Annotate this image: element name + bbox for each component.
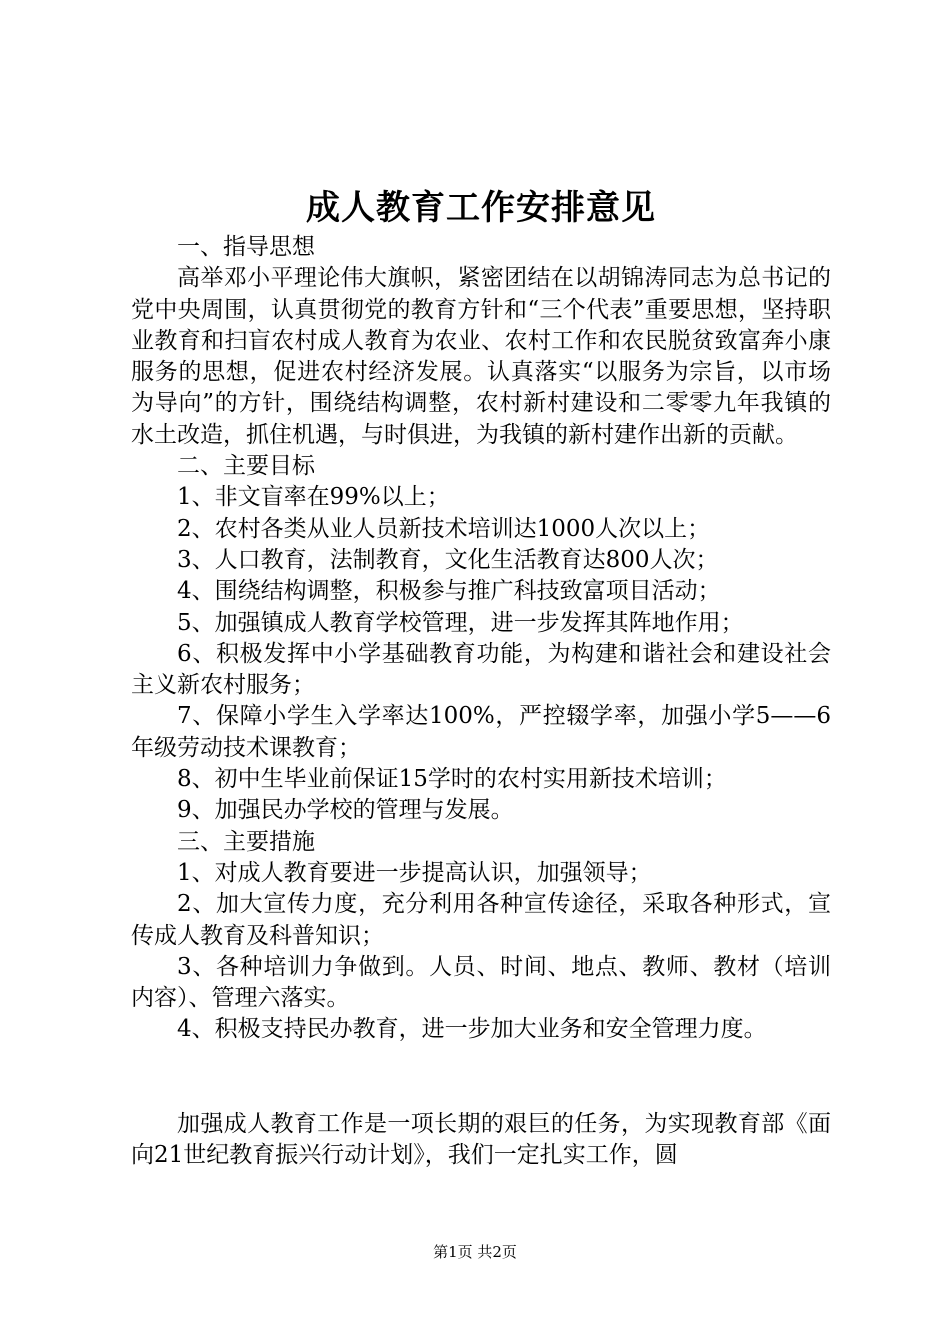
paragraph: 二、主要目标 — [177, 453, 315, 480]
paragraph: 1、对成人教育要进一步提高认识，加强领导； — [177, 859, 652, 886]
paragraph: 4、围绕结构调整，积极参与推广科技致富项目活动； — [177, 578, 721, 605]
paragraph: 1、非文盲率在99%以上； — [177, 484, 450, 511]
paragraph: 5、加强镇成人教育学校管理，进一步发挥其阵地作用； — [177, 609, 744, 636]
paragraph: 4、积极支持民办教育，进一步加大业务和安全管理力度。 — [177, 1016, 767, 1043]
paragraph: 高举邓小平理论伟大旗帜，紧密团结在以胡锦涛同志为总书记的党中央周围，认真贯彻党的教育方针和“三个代表”重要思想，坚持职业教育和扫盲农村成人教育为农业、农村工作和农民脱贫致富奔小康服务的思想，促进农村经济发展。认真落实“以服务为宗旨，以市场为导向”的方针，围绕结构调整，农村新村建设和二零零九年我镇的水土改造，抓住机遇，与时俱进，为我镇的新村建作出新的贡献。 — [131, 265, 831, 448]
paragraph: 9、加强民办学校的管理与发展。 — [177, 797, 514, 824]
paragraph: 2、加大宣传力度，充分利用各种宣传途径，采取各种形式，宣传成人教育及科普知识； — [131, 891, 831, 949]
paragraph: 8、初中生毕业前保证15学时的农村实用新技术培训； — [177, 766, 727, 793]
document-title: 成人教育工作安排意见 — [306, 188, 656, 228]
paragraph-list — [131, 232, 831, 1172]
paragraph: 2、农村各类从业人员新技术培训达1000人次以上； — [177, 515, 711, 542]
paragraph: 加强成人教育工作是一项长期的艰巨的任务，为实现教育部《面向21世纪教育振兴行动计划》，我们一定扎实工作，圆 — [131, 1111, 831, 1169]
paragraph: 三、主要措施 — [177, 828, 315, 855]
paragraph: 7、保障小学生入学率达100%，严控辍学率，加强小学5——6年级劳动技术课教育； — [131, 703, 831, 761]
paragraph: 3、各种培训力争做到。人员、时间、地点、教师、教材（培训内容）、管理六落实。 — [131, 953, 831, 1012]
blank-line — [131, 1062, 831, 1093]
paragraph: 3、人口教育，法制教育，文化生活教育达800人次； — [177, 546, 719, 573]
paragraph: 6、积极发挥中小学基础教育功能，为构建和谐社会和建设社会主义新农村服务； — [131, 640, 831, 699]
document-body — [131, 186, 831, 1172]
page-number-footer: 第1页 共2页 — [433, 1243, 517, 1261]
paragraph: 一、指导思想 — [177, 234, 315, 260]
